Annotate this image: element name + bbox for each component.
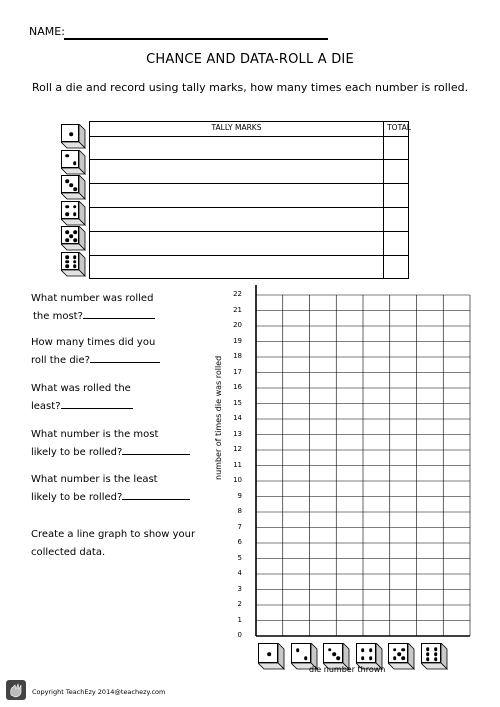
pip — [73, 187, 77, 191]
y-tick-label: 3 — [237, 584, 242, 593]
pip — [393, 648, 397, 652]
pip — [397, 652, 401, 656]
y-tick-label: 20 — [233, 321, 242, 329]
pip — [66, 264, 70, 268]
y-tick-label: 14 — [233, 414, 242, 422]
axis-die-1-icon — [258, 643, 284, 669]
x-axis-label: die number thrown — [309, 665, 386, 674]
y-tick-label: 22 — [233, 290, 242, 298]
die-face-2 — [291, 643, 311, 663]
question-least-likely — [31, 471, 190, 507]
y-tick-label: 13 — [233, 429, 242, 438]
pip — [65, 238, 69, 242]
pip — [426, 657, 430, 661]
die-face-5 — [388, 643, 408, 663]
die-face-1 — [61, 124, 79, 142]
pip — [369, 656, 373, 660]
axis-die-5-icon — [388, 643, 414, 669]
column-divider — [383, 122, 384, 278]
pip — [328, 648, 332, 652]
tally-row-4[interactable] — [90, 208, 408, 232]
die-face-6 — [421, 643, 441, 663]
y-tick-label: 4 — [237, 569, 242, 577]
name-field-line[interactable] — [64, 38, 328, 40]
question-text: How many times did you — [31, 337, 156, 348]
pip — [73, 230, 77, 234]
tally-row-5[interactable] — [90, 232, 408, 256]
die-face-5 — [61, 226, 79, 244]
name-label: NAME: — [29, 25, 65, 38]
pip — [66, 260, 70, 264]
question-text: likely to be rolled? — [31, 492, 123, 503]
pip — [69, 132, 73, 136]
total-header: TOTAL — [387, 123, 411, 132]
question-least-rolled — [31, 380, 133, 416]
die-2-icon — [61, 150, 85, 174]
tally-table — [89, 121, 409, 279]
pip — [69, 183, 73, 187]
pip — [65, 230, 69, 234]
question-most-rolled — [31, 290, 155, 326]
die-face-4 — [356, 643, 376, 663]
die-face-3 — [323, 643, 343, 663]
pip — [66, 154, 70, 158]
pip — [66, 205, 70, 209]
question-text: Create a line graph to show your — [31, 529, 196, 540]
y-tick-label: 11 — [233, 460, 242, 469]
pip — [296, 648, 300, 652]
pip — [434, 652, 438, 656]
die-1-icon — [61, 124, 85, 148]
pip — [402, 648, 406, 652]
pip — [434, 657, 438, 661]
pip — [73, 264, 77, 268]
answer-blank[interactable] — [122, 489, 190, 500]
tally-marks-header: TALLY MARKS — [211, 123, 262, 132]
pip — [332, 652, 336, 656]
copyright-text: Copyright TeachEzy 2014@teachezy.com — [32, 688, 166, 696]
y-tick-label: 10 — [233, 476, 242, 484]
pip — [65, 179, 69, 183]
pip — [73, 238, 77, 242]
question-times-rolled — [31, 334, 160, 370]
answer-blank[interactable] — [90, 352, 160, 363]
question-text: What number is the least — [31, 474, 158, 485]
y-tick-label: 19 — [233, 336, 242, 345]
question-text: What number was rolled — [31, 293, 154, 304]
question-most-likely — [31, 426, 190, 462]
pip — [426, 652, 430, 656]
question-text: collected data. — [31, 547, 106, 558]
tally-row-3[interactable] — [90, 184, 408, 208]
axis-die-6-icon — [421, 643, 447, 669]
die-4-icon — [61, 201, 85, 225]
die-face-4 — [61, 201, 79, 219]
question-text: What was rolled the — [31, 383, 131, 394]
pip — [73, 260, 77, 264]
pip — [402, 657, 406, 661]
question-text: least? — [31, 401, 61, 412]
instructions: Roll a die and record using tally marks, how many times each number is rolled. — [31, 81, 469, 94]
y-tick-label: 16 — [233, 383, 242, 391]
y-tick-label: 5 — [237, 553, 242, 562]
question-text: roll the die? — [31, 355, 90, 366]
tally-row-1[interactable] — [90, 136, 408, 160]
y-tick-label: 7 — [237, 522, 242, 531]
tally-row-2[interactable] — [90, 160, 408, 184]
question-text: What number is the most — [31, 429, 159, 440]
pip — [304, 656, 308, 660]
y-tick-label: 21 — [233, 305, 242, 314]
hand-logo-icon — [6, 680, 26, 700]
page-title: CHANCE AND DATA-ROLL A DIE — [146, 52, 354, 67]
y-axis-label: number of times die was rolled — [214, 355, 223, 480]
answer-blank[interactable] — [61, 398, 133, 409]
y-tick-label: 1 — [237, 615, 242, 624]
die-face-3 — [61, 175, 79, 193]
pip — [434, 647, 438, 651]
pip — [361, 648, 365, 652]
y-tick-label: 15 — [233, 398, 242, 407]
pip — [66, 255, 70, 259]
tally-header-row — [90, 122, 411, 137]
y-tick-label: 2 — [237, 600, 242, 608]
answer-blank[interactable] — [83, 308, 155, 319]
y-tick-label: 0 — [237, 631, 242, 639]
pip — [73, 205, 77, 209]
pip — [267, 652, 271, 656]
die-6-icon — [61, 252, 85, 276]
pip — [369, 648, 373, 652]
pip — [361, 656, 365, 660]
pip — [66, 212, 70, 216]
pip — [73, 161, 77, 165]
die-face-2 — [61, 150, 79, 168]
die-5-icon — [61, 226, 85, 250]
y-tick-label: 9 — [237, 491, 242, 500]
y-tick-label: 6 — [237, 538, 242, 546]
tally-row-6[interactable] — [90, 256, 408, 280]
die-3-icon — [61, 175, 85, 199]
y-tick-label: 8 — [237, 507, 242, 515]
answer-blank[interactable] — [122, 444, 190, 455]
graph-instruction — [31, 526, 195, 562]
pip — [426, 647, 430, 651]
pip — [337, 657, 341, 661]
pip — [69, 234, 73, 238]
question-text: the most? — [33, 311, 83, 322]
pip — [73, 255, 77, 259]
die-face-6 — [61, 252, 79, 270]
y-tick-label: 17 — [233, 367, 242, 376]
question-text: likely to be rolled? — [31, 447, 123, 458]
pip — [393, 657, 397, 661]
y-tick-label: 18 — [233, 352, 242, 360]
line-graph-grid[interactable] — [240, 285, 472, 650]
die-face-1 — [258, 643, 278, 663]
y-tick-label: 12 — [233, 445, 242, 453]
pip — [73, 212, 77, 216]
